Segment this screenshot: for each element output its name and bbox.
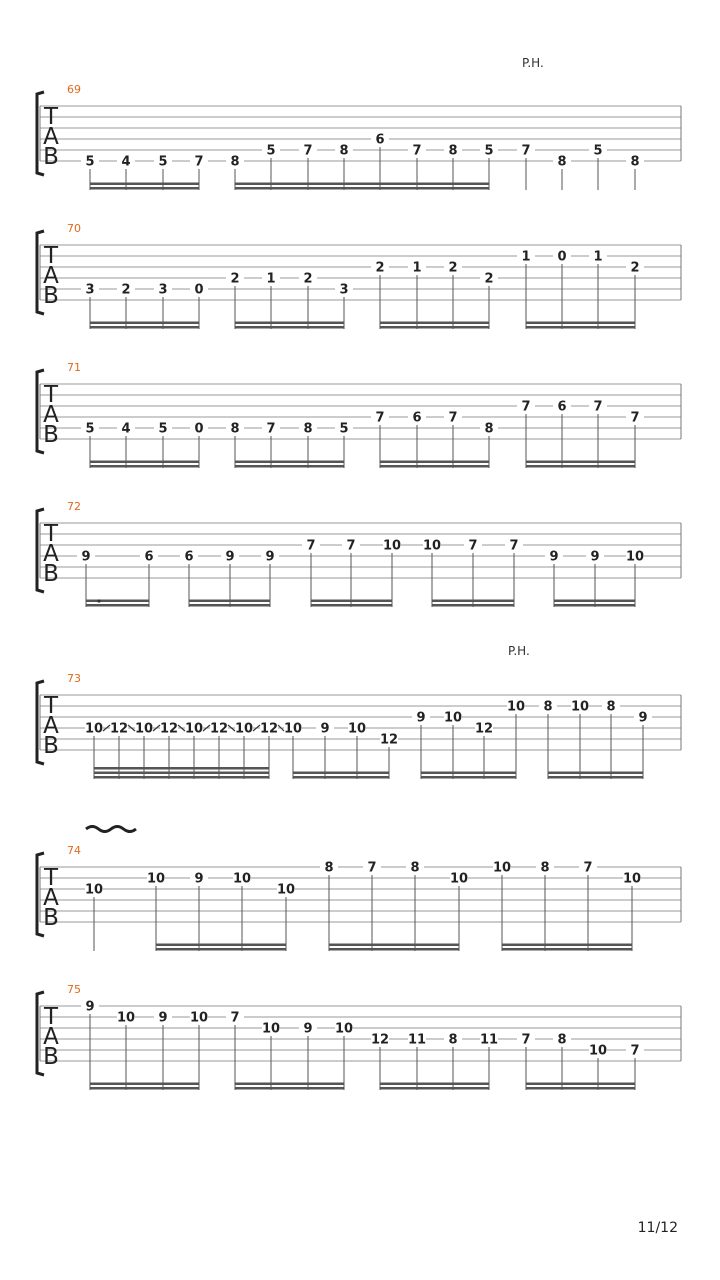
fret-number: 7 — [367, 860, 377, 876]
beam — [380, 461, 489, 464]
fret-number: 7 — [521, 143, 531, 159]
beam — [526, 322, 635, 325]
fret-number: 0 — [557, 249, 567, 265]
fret-number: 7 — [448, 410, 458, 426]
fret-number: 5 — [484, 143, 494, 159]
fret-number: 3 — [339, 282, 349, 298]
fret-number: 5 — [85, 421, 95, 437]
tab-clef-letter: B — [43, 422, 59, 448]
measure-number: 73 — [67, 672, 81, 685]
measure-number: 74 — [67, 844, 81, 857]
fret-number: 7 — [468, 538, 478, 554]
tab-clef-letter: T — [43, 521, 59, 547]
fret-number: 9 — [590, 549, 600, 565]
tab-clef-letter: B — [43, 1044, 59, 1070]
fret-number: 5 — [158, 154, 168, 170]
beam — [526, 1083, 635, 1086]
measure-number: 70 — [67, 222, 81, 235]
fret-number: 9 — [158, 1010, 168, 1026]
fret-number: 11 — [407, 1032, 427, 1048]
fret-number: 7 — [593, 399, 603, 415]
beam — [421, 772, 516, 775]
fret-number: 2 — [448, 260, 458, 276]
tab-clef-letter: A — [43, 885, 59, 911]
beam — [90, 1087, 199, 1090]
tab-clef-letter: T — [43, 1004, 59, 1030]
fret-number: 3 — [158, 282, 168, 298]
fret-number: 8 — [410, 860, 420, 876]
tab-clef-letter: B — [43, 144, 59, 170]
beam — [235, 1083, 344, 1086]
fret-number: 4 — [121, 421, 131, 437]
fret-number: 10 — [184, 721, 204, 737]
beam — [311, 604, 392, 607]
fret-number: 9 — [303, 1021, 313, 1037]
fret-number: 7 — [412, 143, 422, 159]
fret-number: 6 — [144, 549, 154, 565]
beam — [329, 944, 459, 947]
tab-clef-letter: T — [43, 693, 59, 719]
tab-clef-letter: B — [43, 561, 59, 587]
beam — [235, 1087, 344, 1090]
fret-number: 12 — [209, 721, 229, 737]
beam — [86, 600, 149, 603]
fret-number: 7 — [583, 860, 593, 876]
fret-number: 10 — [422, 538, 442, 554]
tab-clef-letter: T — [43, 382, 59, 408]
fret-number: 8 — [324, 860, 334, 876]
fret-number: 8 — [339, 143, 349, 159]
beam — [94, 776, 269, 779]
beam — [502, 948, 632, 951]
fret-number: 10 — [234, 721, 254, 737]
fret-number: 2 — [230, 271, 240, 287]
fret-number: 12 — [259, 721, 279, 737]
fret-number: 2 — [375, 260, 385, 276]
fret-number: 7 — [521, 399, 531, 415]
beam — [548, 776, 643, 779]
beam — [432, 604, 514, 607]
beam — [380, 1087, 489, 1090]
tab-clef-letter: A — [43, 124, 59, 150]
tab-system — [37, 83, 681, 190]
fret-number: 9 — [225, 549, 235, 565]
beam — [90, 465, 199, 468]
beam — [526, 1087, 635, 1090]
page-number: 11/12 — [637, 1220, 678, 1236]
fret-number: 10 — [134, 721, 154, 737]
vibrato-mark — [86, 827, 136, 832]
fret-number: 6 — [184, 549, 194, 565]
beam — [94, 772, 269, 775]
fret-number: 10 — [261, 1021, 281, 1037]
tab-clef-letter: B — [43, 905, 59, 931]
tab-clef-letter: A — [43, 713, 59, 739]
beam — [235, 183, 489, 186]
fret-number: 2 — [303, 271, 313, 287]
fret-number: 7 — [630, 410, 640, 426]
beam — [189, 600, 270, 603]
fret-number: 5 — [158, 421, 168, 437]
fret-number: 11 — [479, 1032, 499, 1048]
beam — [380, 1083, 489, 1086]
tab-system — [37, 983, 681, 1090]
fret-number: 7 — [306, 538, 316, 554]
fret-number: 8 — [484, 421, 494, 437]
fret-number: 6 — [557, 399, 567, 415]
measure-number: 71 — [67, 361, 81, 374]
fret-number: 8 — [448, 1032, 458, 1048]
beam — [90, 183, 199, 186]
beam — [526, 465, 635, 468]
fret-number: 10 — [189, 1010, 209, 1026]
fret-number: 8 — [543, 699, 553, 715]
beam — [526, 461, 635, 464]
beam — [293, 776, 389, 779]
fret-number: 10 — [382, 538, 402, 554]
palm-mute-annotation: P.H. — [522, 56, 544, 70]
fret-number: 10 — [283, 721, 303, 737]
beam — [311, 600, 392, 603]
fret-number: 7 — [630, 1043, 640, 1059]
fret-number: 3 — [85, 282, 95, 298]
fret-number: 10 — [625, 549, 645, 565]
fret-number: 1 — [593, 249, 603, 265]
fret-number: 10 — [276, 882, 296, 898]
dot-mark — [97, 599, 100, 602]
fret-number: 8 — [303, 421, 313, 437]
measure-number: 69 — [67, 83, 81, 96]
fret-number: 10 — [347, 721, 367, 737]
fret-number: 10 — [84, 882, 104, 898]
beam — [189, 604, 270, 607]
tab-clef-letter: B — [43, 283, 59, 309]
fret-number: 9 — [549, 549, 559, 565]
tab-clef-letter: B — [43, 733, 59, 759]
fret-number: 8 — [230, 154, 240, 170]
beam — [293, 772, 389, 775]
fret-number: 1 — [266, 271, 276, 287]
beam — [380, 465, 489, 468]
fret-number: 8 — [540, 860, 550, 876]
fret-number: 9 — [81, 549, 91, 565]
tab-system — [37, 222, 681, 329]
beam — [90, 461, 199, 464]
fret-number: 9 — [320, 721, 330, 737]
fret-number: 9 — [638, 710, 648, 726]
fret-number: 12 — [379, 732, 399, 748]
beam — [554, 600, 635, 603]
beam — [554, 604, 635, 607]
fret-number: 6 — [375, 132, 385, 148]
fret-number: 12 — [474, 721, 494, 737]
fret-number: 10 — [116, 1010, 136, 1026]
tab-clef-letter: T — [43, 865, 59, 891]
fret-number: 2 — [484, 271, 494, 287]
palm-mute-annotation: P.H. — [508, 644, 530, 658]
fret-number: 10 — [449, 871, 469, 887]
fret-number: 4 — [121, 154, 131, 170]
tab-clef-letter: A — [43, 541, 59, 567]
measure-number: 75 — [67, 983, 81, 996]
beam — [90, 326, 199, 329]
tab-clef-letter: A — [43, 1024, 59, 1050]
fret-number: 2 — [630, 260, 640, 276]
fret-number: 7 — [521, 1032, 531, 1048]
tab-clef-letter: T — [43, 104, 59, 130]
fret-number: 7 — [346, 538, 356, 554]
tab-system — [37, 500, 681, 607]
fret-number: 10 — [588, 1043, 608, 1059]
fret-number: 5 — [593, 143, 603, 159]
fret-number: 10 — [232, 871, 252, 887]
fret-number: 1 — [412, 260, 422, 276]
fret-number: 9 — [194, 871, 204, 887]
beam — [235, 322, 344, 325]
fret-number: 10 — [506, 699, 526, 715]
fret-number: 10 — [570, 699, 590, 715]
fret-number: 1 — [521, 249, 531, 265]
beam — [526, 326, 635, 329]
fret-number: 7 — [509, 538, 519, 554]
tab-system — [37, 672, 681, 779]
fret-number: 9 — [85, 999, 95, 1015]
beam — [235, 326, 344, 329]
beam — [235, 461, 344, 464]
fret-number: 5 — [266, 143, 276, 159]
fret-number: 8 — [230, 421, 240, 437]
fret-number: 12 — [159, 721, 179, 737]
tab-clef-letter: A — [43, 402, 59, 428]
fret-number: 7 — [303, 143, 313, 159]
fret-number: 10 — [84, 721, 104, 737]
fret-number: 7 — [375, 410, 385, 426]
fret-number: 7 — [194, 154, 204, 170]
tab-clef-letter: A — [43, 263, 59, 289]
beam — [90, 187, 199, 190]
fret-number: 9 — [265, 549, 275, 565]
fret-number: 7 — [266, 421, 276, 437]
fret-number: 8 — [557, 154, 567, 170]
fret-number: 7 — [230, 1010, 240, 1026]
tab-system — [37, 361, 681, 468]
fret-number: 10 — [622, 871, 642, 887]
fret-number: 5 — [85, 154, 95, 170]
beam — [86, 604, 149, 607]
fret-number: 10 — [146, 871, 166, 887]
beam — [548, 772, 643, 775]
fret-number: 8 — [606, 699, 616, 715]
fret-number: 10 — [334, 1021, 354, 1037]
fret-number: 8 — [448, 143, 458, 159]
beam — [156, 948, 286, 951]
tab-clef-letter: T — [43, 243, 59, 269]
beam — [156, 944, 286, 947]
beam — [380, 322, 489, 325]
fret-number: 6 — [412, 410, 422, 426]
beam — [432, 600, 514, 603]
beam — [235, 187, 489, 190]
fret-number: 5 — [339, 421, 349, 437]
fret-number: 0 — [194, 282, 204, 298]
fret-number: 2 — [121, 282, 131, 298]
beam — [94, 767, 269, 770]
beam — [421, 776, 516, 779]
beam — [502, 944, 632, 947]
partial-beam — [143, 600, 149, 603]
fret-number: 8 — [557, 1032, 567, 1048]
fret-number: 0 — [194, 421, 204, 437]
beam — [380, 326, 489, 329]
measure-number: 72 — [67, 500, 81, 513]
beam — [235, 465, 344, 468]
fret-number: 12 — [109, 721, 129, 737]
beam — [90, 1083, 199, 1086]
fret-number: 10 — [492, 860, 512, 876]
fret-number: 8 — [630, 154, 640, 170]
beam — [90, 322, 199, 325]
tab-system — [37, 844, 681, 951]
beam — [329, 948, 459, 951]
fret-number: 12 — [370, 1032, 390, 1048]
fret-number: 10 — [443, 710, 463, 726]
fret-number: 9 — [416, 710, 426, 726]
